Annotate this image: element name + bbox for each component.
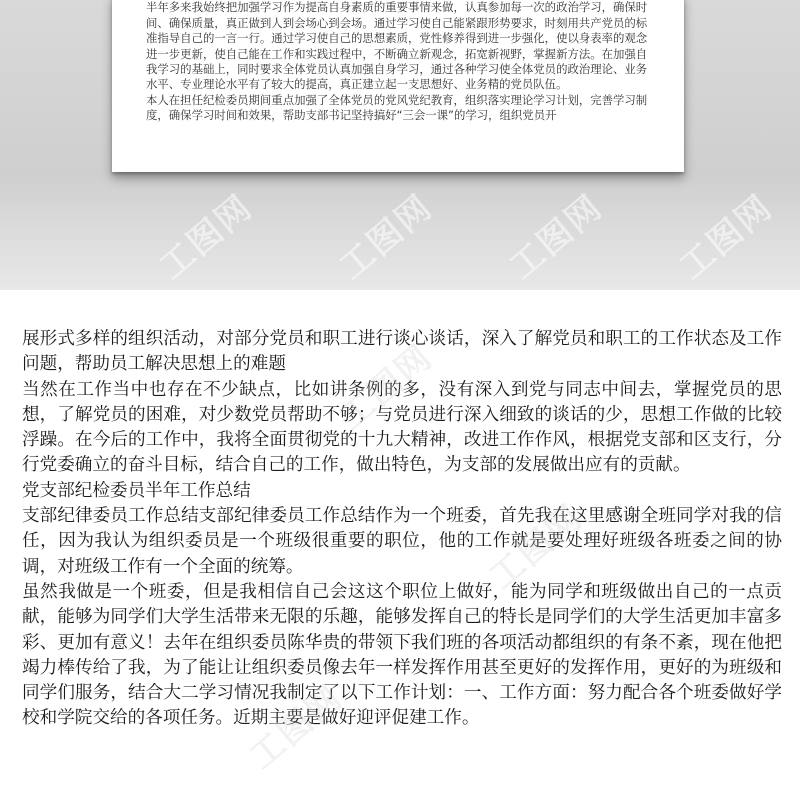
watermark: 工图网 (502, 187, 611, 288)
body-paragraph: 虽然我做是一个班委，但是我相信自己会这这个职位上做好，能为同学和班级做出自己的一点贡献，能够为同学们大学生活带来无限的乐趣，能够发挥自己的特长是同学们的大学生活更加丰富多彩、更加有意义！去年在组织委员陈华贵的带领下我们班的各项活动都组织的有条不紊，现在他把竭力棒传给了我，为了能让让组织委员像去年一样发挥作用甚至更好的发挥作用，更好的为班级和同学们服务，结合大二学习情况我制定了以下工作计划：一、工作方面：努力配合各个班委做好学校和学院交给的各项任务。近期主要是做好迎评促建工作。 (22, 581, 782, 729)
watermark: 工图网 (332, 187, 441, 288)
section-title: 党支部纪检委员半年工作总结 (22, 480, 251, 501)
body-paragraph: 展形式多样的组织活动，对部分党员和职工进行谈心谈话，深入了解党员和职工的工作状态及工作问题，帮助员工解决思想上的难题 (22, 329, 782, 375)
preview-background (0, 0, 800, 290)
document-page-preview (112, 0, 684, 172)
preview-paragraph: 半年多来我始终把加强学习作为提高自身素质的重要事情来做，认真参加每一次的政治学习，确保时间、确保质量，真正做到人到会场心到会场。通过学习使自己能紧跟形势要求，时刻用共产党员的标准指导自己的一言一行。通过学习使自己的思想素质，党性修养得到进一步强化，使以身表率的观念进一步更新，使自己能在工作和实践过程中，不断确立新观念，拓宽新视野，掌握新方法。在加强自我学习的基础上，同时要求全体党员认真加强自身学习，通过各种学习使全体党员的政治理论、业务水平、专业理论水平有了较大的提高，真正建立起一支思想好、业务精的党员队伍。 (146, 0, 648, 92)
body-paragraph: 当然在工作当中也存在不少缺点，比如讲条例的多，没有深入到党与同志中间去，掌握党员的思想，了解党员的困难，对少数党员帮助不够；与党员进行深入细致的谈话的少，思想工作做的比较浮躁。在今后的工作中，我将全面贯彻党的十九大精神，改进工作作风，根据党支部和区支行，分行党委确立的奋斗目标，结合自己的工作，做出特色，为支部的发展做出应有的贡献。 (22, 379, 782, 476)
document-body (22, 327, 782, 732)
watermark: 工图网 (672, 187, 781, 288)
watermark: 工图网 (152, 187, 261, 288)
body-paragraph: 支部纪律委员工作总结支部纪律委员工作总结作为一个班委，首先我在这里感谢全班同学对我的信任，因为我认为组织委员是一个班级很重要的职位，他的工作就是要处理好班级各班委之间的协调，对班级工作有一个全面的统筹。 (22, 506, 782, 577)
watermark: 工图网 (482, 497, 591, 598)
watermark: 工图网 (242, 677, 351, 778)
watermark: 工图网 (332, 337, 441, 438)
preview-paragraph: 本人在担任纪检委员期间重点加强了全体党员的党风党纪教育，组织落实理论学习计划，完善学习制度，确保学习时间和效果，帮助支部书记坚持搞好“三会一课”的学习，组织党员开 (146, 92, 648, 123)
preview-text (146, 0, 658, 124)
